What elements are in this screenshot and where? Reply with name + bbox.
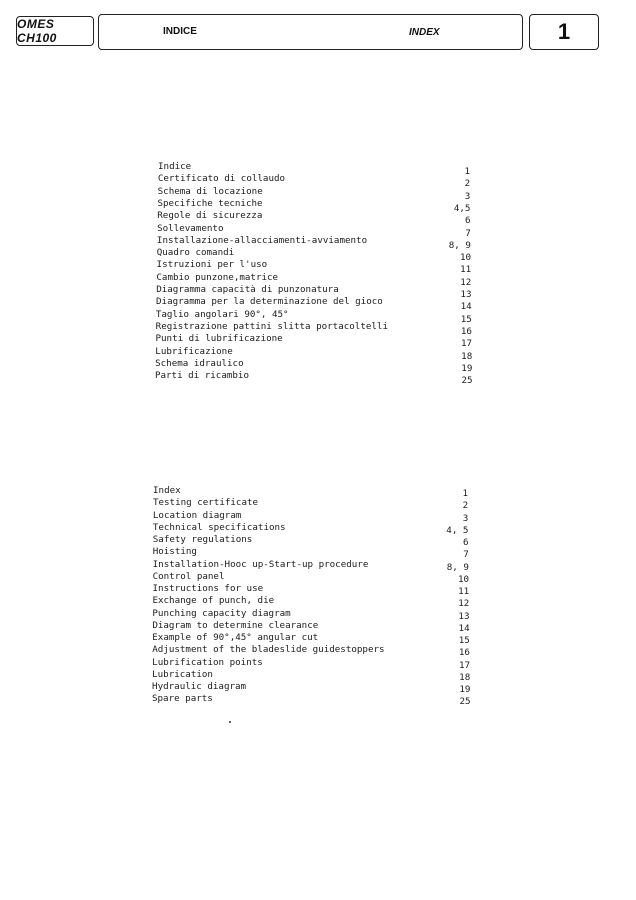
index_it-entry-page: 25 <box>461 375 473 387</box>
index_it-entry-page: 2 <box>464 178 471 190</box>
index_it-entry-page: 11 <box>460 264 472 276</box>
index_en-entry-page: 15 <box>458 635 470 646</box>
index_en-entry-label: Example of 90°,45° angular cut <box>152 632 319 643</box>
logo <box>16 16 94 46</box>
index_en-entry-page: 17 <box>459 659 471 671</box>
index_it-entry-page: 8, 9 <box>448 239 471 251</box>
index_it-entry-page: 13 <box>460 289 472 300</box>
index_en-entry-page: 8, 9 <box>446 561 469 573</box>
index_it-entry-page: 6 <box>465 215 471 227</box>
index_en-entry-label: Technical specifications <box>152 521 286 533</box>
index_en-entry-page: 18 <box>459 671 471 683</box>
index_en-entry-page: 3 <box>462 512 469 524</box>
index_en-entry-page: 2 <box>462 500 469 512</box>
index_en-entry-label: Installation-Hooc up-Start-up procedure <box>152 558 369 570</box>
index_en-entry-page: 10 <box>457 573 470 585</box>
index_it-entry-label: Sollevamento <box>157 222 224 234</box>
index_en-entry-label: Instructions for use <box>152 583 264 594</box>
index_en-entry-label: Lubrification points <box>152 656 263 668</box>
index_it-entry-label: Lubrificazione <box>155 345 233 357</box>
index_it-entry-label: Punti di lubrificazione <box>155 333 283 345</box>
index_it-entry-label: Certificato di collaudo <box>157 173 286 185</box>
index_it-entry-label: Diagramma per la determinazione del gioco <box>156 296 383 308</box>
index_it-entry-page: 18 <box>461 350 473 362</box>
index_it-entry-label: Parti di ricambio <box>154 370 249 382</box>
index_en-entry-page: 16 <box>458 647 470 659</box>
index_en-entry-page: 13 <box>458 610 470 622</box>
index_en-entry-page: 4, 5 <box>446 524 469 536</box>
index_en-entry-page: 11 <box>458 586 470 597</box>
index_it-entry-page: 12 <box>460 276 472 288</box>
index_en-entry-label: Hydraulic diagram <box>152 681 247 692</box>
index_en-entry-label: Testing certificate <box>152 497 259 509</box>
index_en-entry-label: Punching capacity diagram <box>152 607 291 619</box>
index_it-entry-page: 16 <box>460 325 472 337</box>
index_en-entry-label: Location diagram <box>152 509 242 521</box>
index_it-entry-page: 14 <box>460 301 472 313</box>
page-number-box <box>529 14 599 50</box>
speck-dot <box>229 721 231 723</box>
index_en-entry-label: Exchange of punch, die <box>152 595 275 607</box>
index_en-entry-page: 12 <box>458 598 470 610</box>
index_en-entry-label: Control panel <box>152 570 225 582</box>
index_it-entry-page: 4,5 <box>453 202 471 214</box>
index_it-entry-label: Indice <box>158 161 192 172</box>
index_it-entry-label: Registrazione pattini slitta portacoltelli <box>155 320 388 332</box>
index_it-entry-page: 19 <box>461 362 473 374</box>
title-box <box>98 14 523 50</box>
index_it-entry-page: 7 <box>465 227 471 239</box>
index_it-entry-page: 10 <box>459 252 472 264</box>
index_en-entry-page: 1 <box>462 488 468 499</box>
index_it-entry-label: Diagramma capacità di punzonatura <box>156 284 339 295</box>
index_it-entry-label: Regole di sicurezza <box>157 210 263 222</box>
index_it-entry-page: 3 <box>464 190 471 202</box>
title-english: INDEX <box>409 27 440 38</box>
index_en-entry-page: 14 <box>458 622 470 634</box>
page-number: 1 <box>557 19 571 44</box>
index_en-entry-page: 19 <box>459 684 471 695</box>
index_it-entry-label: Installazione-allacciamenti-avviamento <box>156 234 368 246</box>
index_en-entry-label: Safety regulations <box>152 534 253 545</box>
index_en-entry-label: Lubrication <box>152 668 213 680</box>
index_en-entry-label: Index <box>153 485 181 496</box>
index_it-entry-page: 1 <box>464 166 470 177</box>
index_it-entry-page: 17 <box>461 338 473 350</box>
index_en-entry-label: Hoisting <box>152 546 197 558</box>
index_it-entry-label: Schema di locazione <box>157 185 263 197</box>
index_it-entry-page: 15 <box>460 313 472 325</box>
index_it-entry-label: Specifiche tecniche <box>157 197 263 209</box>
index_it-entry-label: Schema idraulico <box>155 357 244 369</box>
logo-text: OMES CH100 <box>17 17 57 45</box>
index_en-entry-page: 6 <box>463 537 469 548</box>
index_en-entry-page: 7 <box>463 549 469 561</box>
index_en-entry-label: Diagram to determine clearance <box>152 619 319 631</box>
index_en-entry-label: Adjustment of the bladeslide guidestoppers <box>152 644 385 656</box>
title-italian: INDICE <box>163 26 197 37</box>
index_it-entry-label: Istruzioni per l'uso <box>156 259 268 271</box>
index_en-entry-label: Spare parts <box>151 693 213 705</box>
index_it-entry-label: Taglio angolari 90°, 45° <box>155 308 289 320</box>
index_it-entry-label: Cambio punzone,matrice <box>156 271 279 283</box>
index_it-entry-label: Quadro comandi <box>156 247 235 259</box>
index_en-entry-page: 25 <box>459 696 471 708</box>
